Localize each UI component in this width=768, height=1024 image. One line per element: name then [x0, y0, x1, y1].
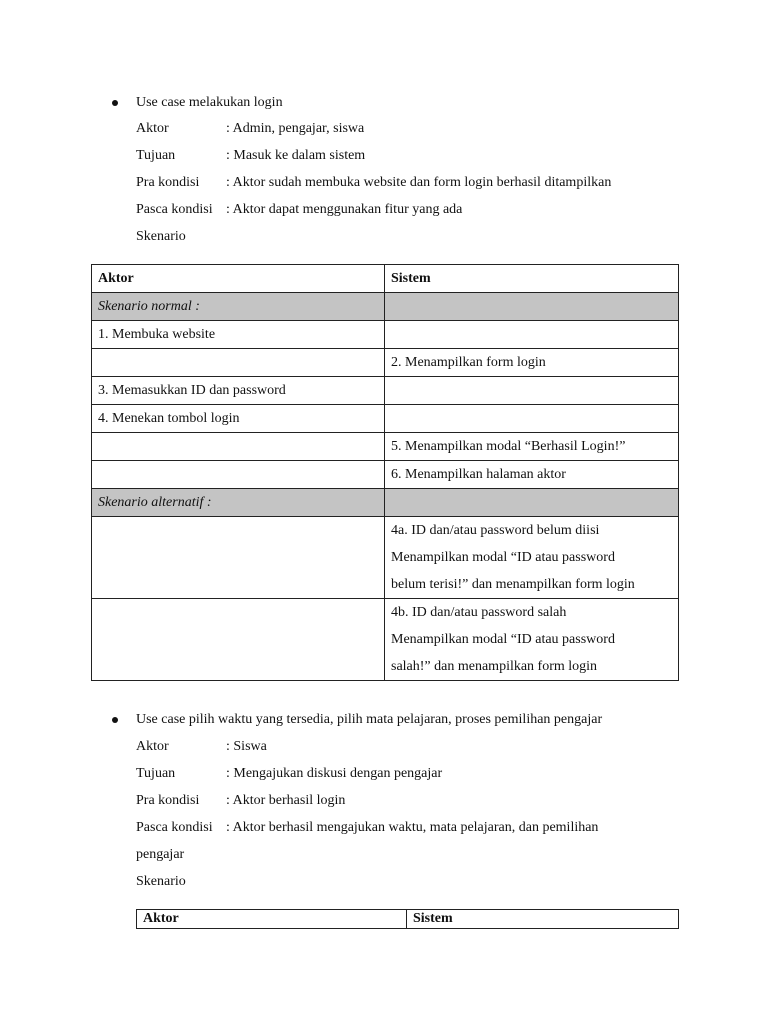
field-value: : Aktor berhasil login [226, 793, 346, 808]
cell-line: 4a. ID dan/atau password belum diisi [391, 523, 600, 538]
actor-cell: 4. Menekan tombol login [92, 405, 385, 433]
table-header-row [137, 910, 679, 929]
system-cell [385, 517, 679, 599]
actor-cell [92, 599, 385, 681]
table-row [92, 321, 679, 349]
scenario-table [91, 264, 679, 681]
field-value: : Mengajukan diskusi dengan pengajar [226, 766, 443, 781]
header-sistem: Sistem [407, 910, 679, 929]
table-row [92, 433, 679, 461]
field-value: : Aktor sudah membuka website dan form login berhasil ditampilkan [226, 175, 612, 190]
field-value: : Masuk ke dalam sistem [226, 148, 366, 163]
system-cell: 2. Menampilkan form login [385, 349, 679, 377]
field-label: Tujuan [136, 148, 176, 163]
field-value: : Admin, pengajar, siswa [226, 121, 365, 136]
cell-line: belum terisi!” dan menampilkan form login [391, 577, 635, 592]
actor-cell [92, 349, 385, 377]
field-label: Aktor [136, 739, 169, 754]
system-cell [385, 599, 679, 681]
use-case-title: Use case pilih waktu yang tersedia, pilih mata pelajaran, proses pemilihan pengajar [136, 712, 603, 727]
actor-cell [92, 517, 385, 599]
system-cell: 5. Menampilkan modal “Berhasil Login!” [385, 433, 679, 461]
alt-scenario-label: Skenario alternatif : [92, 489, 385, 517]
header-aktor: Aktor [92, 265, 385, 293]
actor-cell: 3. Memasukkan ID dan password [92, 377, 385, 405]
field-value: : Aktor berhasil mengajukan waktu, mata pelajaran, dan pemilihan [226, 820, 599, 835]
use-case-title: Use case melakukan login [136, 95, 283, 110]
header-aktor: Aktor [137, 910, 407, 929]
shaded-cell [385, 489, 679, 517]
table-row [92, 405, 679, 433]
table-header-row [92, 265, 679, 293]
table-row [92, 377, 679, 405]
skenario-text: Skenario [136, 874, 186, 889]
field-value: : Aktor dapat menggunakan fitur yang ada [226, 202, 463, 217]
cell-line: Menampilkan modal “ID atau password [391, 550, 615, 565]
header-sistem: Sistem [385, 265, 679, 293]
normal-scenario-label: Skenario normal : [92, 293, 385, 321]
system-cell: 6. Menampilkan halaman aktor [385, 461, 679, 489]
bullet-icon [112, 717, 118, 723]
cell-line: 4b. ID dan/atau password salah [391, 605, 567, 620]
skenario-text: Skenario [136, 229, 186, 244]
field-label: Pasca kondisi [136, 820, 213, 835]
field-continuation: pengajar [136, 847, 185, 862]
field-label: Aktor [136, 121, 169, 136]
scenario-table [136, 909, 679, 929]
table-row [92, 599, 679, 681]
shaded-cell [385, 293, 679, 321]
cell-line: salah!” dan menampilkan form login [391, 659, 598, 674]
field-label: Pasca kondisi [136, 202, 213, 217]
system-cell [385, 321, 679, 349]
alt-scenario-row [92, 489, 679, 517]
actor-cell [92, 461, 385, 489]
cell-line: Menampilkan modal “ID atau password [391, 632, 615, 647]
system-cell [385, 405, 679, 433]
actor-cell: 1. Membuka website [92, 321, 385, 349]
normal-scenario-row [92, 293, 679, 321]
table-row [92, 349, 679, 377]
table-row [92, 461, 679, 489]
field-label: Pra kondisi [136, 793, 200, 808]
field-value: : Siswa [226, 739, 267, 754]
bullet-icon [112, 100, 118, 106]
field-label: Pra kondisi [136, 175, 200, 190]
system-cell [385, 377, 679, 405]
actor-cell [92, 433, 385, 461]
field-label: Tujuan [136, 766, 176, 781]
table-row [92, 517, 679, 599]
